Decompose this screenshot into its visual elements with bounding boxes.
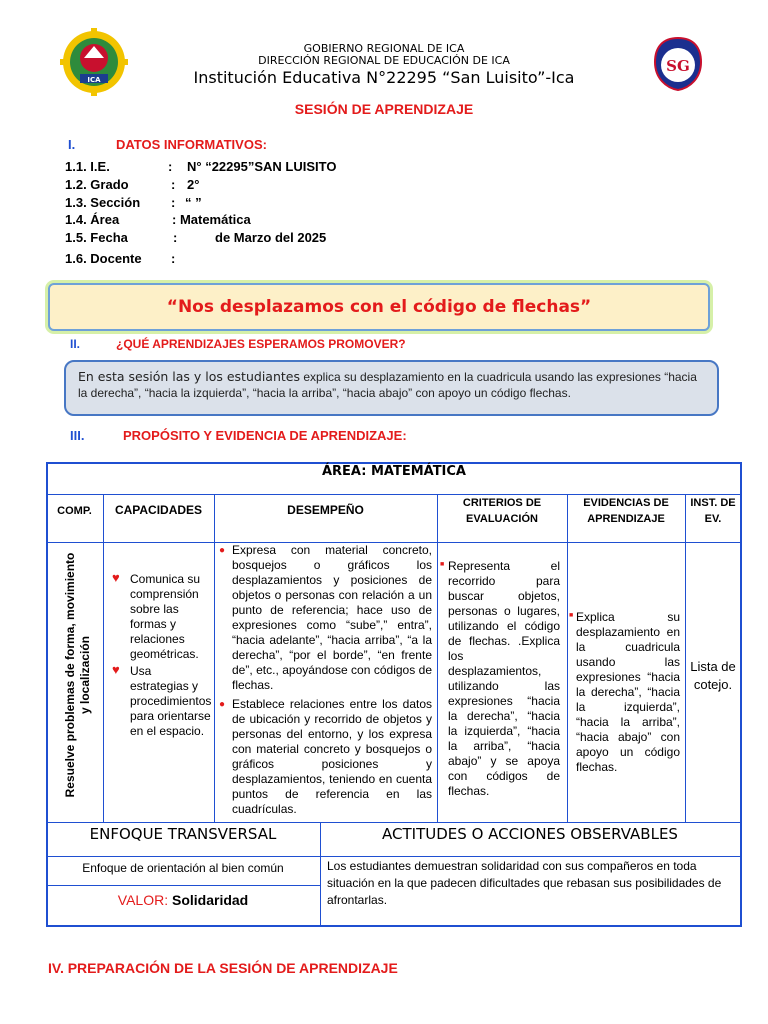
info-label: 1.5. Fecha xyxy=(65,230,128,245)
header-line-1: GOBIERNO REGIONAL DE ICA xyxy=(303,42,465,55)
heart-bullet-icon: ♥ xyxy=(112,570,120,585)
section-2-number: II. xyxy=(70,337,81,351)
competencia-text: Resuelve problemas de forma, movimiento y localización xyxy=(63,552,92,798)
desempeno-item: Expresa con material concreto, bosquejos o gráficos los desplazamientos y posiciones de objetos o personas con relación a un punto de referencia; hace uso de expresiones como “sube”,” entra”, “hacia adelante”, “hacia arriba”, “a la derecha”, “por el borde”, “en frente de”, etc., apoyándose con códigos de flechas. xyxy=(232,543,432,692)
info-value: “ ” xyxy=(185,195,202,210)
info-label: 1.3. Sección xyxy=(65,195,141,210)
session-title: SESIÓN DE APRENDIZAJE xyxy=(294,101,474,117)
learning-lead: En esta sesión las y los estudiantes xyxy=(78,369,300,384)
bullet-icon: ■ xyxy=(569,612,574,619)
school-logo-text: SG xyxy=(666,57,690,75)
header-evidencias: EVIDENCIAS DE APRENDIZAJE xyxy=(583,497,669,525)
bullet-icon: ■ xyxy=(440,561,445,568)
heart-bullet-icon: ♥ xyxy=(112,662,120,677)
section-1-number: I. xyxy=(68,137,76,152)
info-sep: : xyxy=(173,230,178,245)
info-sep: : xyxy=(171,177,176,192)
actitudes-header: ACTITUDES O ACCIONES OBSERVABLES xyxy=(382,825,678,843)
section-3-title: PROPÓSITO Y EVIDENCIA DE APRENDIZAJE: xyxy=(123,428,407,443)
valor-row xyxy=(46,892,320,908)
info-value: N° “22295”SAN LUISITO xyxy=(187,159,337,174)
instrumento-text: Lista de cotejo. xyxy=(690,659,736,692)
header-capacidades: CAPACIDADES xyxy=(114,503,203,517)
criterios-text: Representa el recorrido para buscar objetos, personas o lugares, utilizando el código de flechas. .Explica los desplazamientos, utilizando las expresiones “hacia la derecha”, “hacia la izquierda”, “hacia la arriba”, “hacia abajo” y se apoya con códigos de flechas. xyxy=(448,559,560,798)
lesson-title-box xyxy=(48,283,710,331)
capacidad-item: Usa estrategias y procedimientos para orientarse en el espacio. xyxy=(130,664,212,738)
section-4-heading: IV. PREPARACIÓN DE LA SESIÓN DE APRENDIZAJE xyxy=(48,960,398,976)
section-1-title: DATOS INFORMATIVOS: xyxy=(116,137,267,152)
header-inst: INST. DE EV. xyxy=(690,497,736,525)
bullet-icon: ● xyxy=(219,699,226,710)
info-sep: : xyxy=(171,195,176,210)
info-label: 1.6. Docente xyxy=(65,251,142,266)
header-desempeno: DESEMPEÑO xyxy=(287,503,364,517)
section-3-heading xyxy=(70,428,407,443)
info-value: de Marzo del 2025 xyxy=(215,230,327,245)
enfoque-header: ENFOQUE TRANSVERSAL xyxy=(89,825,277,843)
lesson-title: “Nos desplazamos con el código de flechas” xyxy=(166,297,592,317)
bullet-icon: ● xyxy=(219,545,226,556)
desempeno-item: Establece relaciones entre los datos de ubicación y recorrido de objetos y personas del entorno, y los expresa con material concreto y bosquejos o gráficos posiciones y desplazamientos, teniendo en cuenta puntos de referencia en las cuadrículas. xyxy=(232,697,432,816)
learning-text: explica su desplazamiento en la cuadricula usando las expresiones “hacia la derecha”, “hacia la izquierda”, “hacia la arriba”, “hacia abajo” con apoyo un código flechas. xyxy=(78,370,697,400)
valor-label: VALOR: xyxy=(117,892,169,908)
evidencias-text: Explica su desplazamiento en la cuadricula usando las expresiones “hacia la derecha”, “hacia la izquierda”, “hacia la arriba”, “hacia abajo” con apoyo un código flechas. xyxy=(576,610,680,774)
actitudes-text: Los estudiantes demuestran solidaridad con sus compañeros en toda situación en la que padecen dificultades que rebasan sus posibilidades de afrontarlas. xyxy=(327,859,722,907)
section-2-heading xyxy=(70,337,406,351)
learning-box xyxy=(64,360,719,416)
section-1-heading xyxy=(68,137,267,152)
capacidad-item: Comunica su comprensión sobre las formas y relaciones geométricas. xyxy=(130,572,201,661)
info-label: 1.2. Grado xyxy=(65,177,129,192)
header-comp: COMP. xyxy=(57,505,92,517)
header-line-2: DIRECCIÓN REGIONAL DE EDUCACIÓN DE ICA xyxy=(258,54,510,67)
section-2-title: ¿QUÉ APRENDIZAJES ESPERAMOS PROMOVER? xyxy=(116,337,406,351)
header-criterios: CRITERIOS DE EVALUACIÓN xyxy=(462,497,542,525)
info-value: 2° xyxy=(187,177,200,192)
section-3-number: III. xyxy=(70,428,85,443)
info-label: 1.4. Área xyxy=(65,212,120,227)
info-label: 1.1. I.E. xyxy=(65,159,110,174)
enfoque-text: Enfoque de orientación al bien común xyxy=(82,861,284,875)
regional-logo-text: ICA xyxy=(87,76,101,84)
info-sep: : xyxy=(168,159,173,174)
info-sep: : xyxy=(171,251,176,266)
school-name: Institución Educativa N°22295 “San Luisito”-Ica xyxy=(193,68,575,87)
valor-value: Solidaridad xyxy=(171,892,249,908)
info-value: : Matemática xyxy=(172,212,251,227)
table-area-title: ÁREA: MATEMÁTICA xyxy=(321,464,466,479)
